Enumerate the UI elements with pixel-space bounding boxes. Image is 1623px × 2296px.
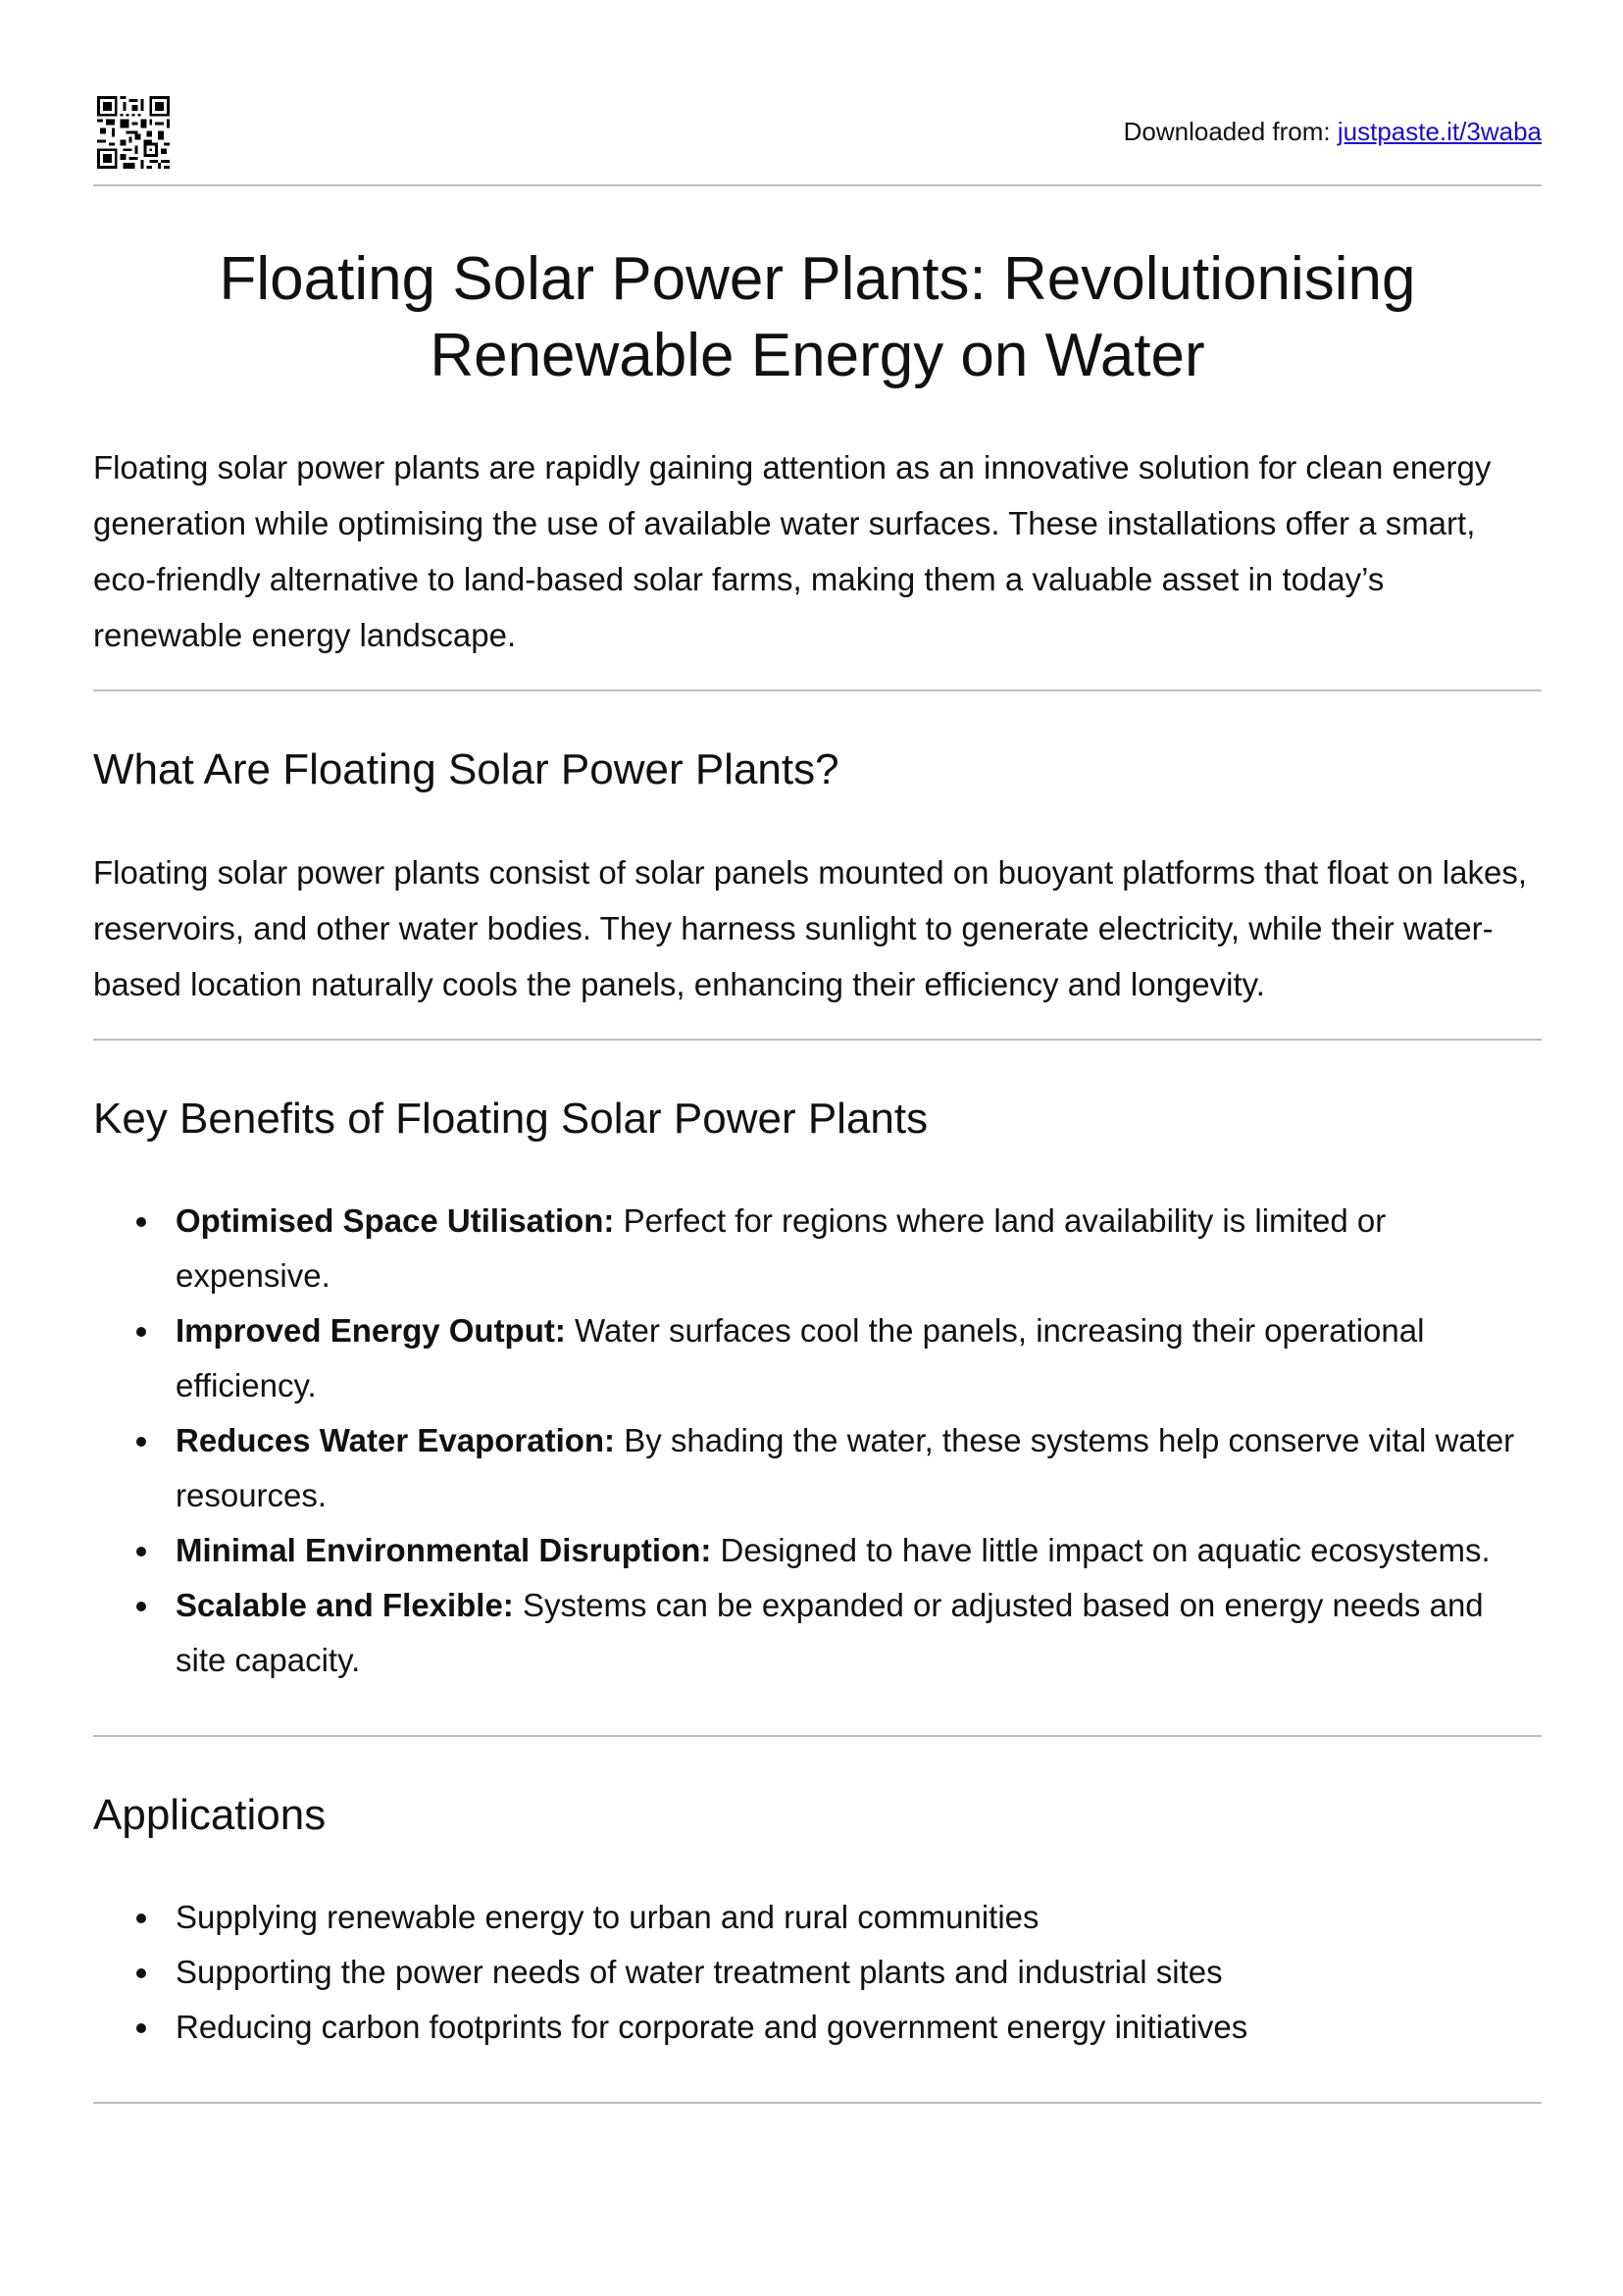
benefit-desc: Water surfaces cool the panels, increasing their operational efficiency.	[176, 1312, 1425, 1403]
section-divider	[93, 1039, 1542, 1041]
header-divider	[93, 184, 1542, 186]
bullet-icon	[136, 1602, 146, 1611]
application-text: Supplying renewable energy to urban and rural communities	[176, 1899, 1040, 1935]
download-prefix: Downloaded from:	[1123, 117, 1338, 146]
section-divider	[93, 2102, 1542, 2104]
list-item	[176, 1303, 1542, 1413]
applications-list	[93, 1890, 1542, 2055]
benefit-desc: By shading the water, these systems help conserve vital water resources.	[176, 1422, 1515, 1513]
application-text: Reducing carbon footprints for corporate and government energy initiatives	[176, 2009, 1248, 2045]
list-item	[176, 2000, 1542, 2055]
download-source	[1124, 116, 1542, 147]
list-item	[176, 1578, 1542, 1688]
page-header	[93, 0, 1542, 186]
article-title: Floating Solar Power Plants: Revolutionising Renewable Energy on Water	[219, 245, 1416, 389]
list-item	[176, 1945, 1542, 2000]
list-item	[176, 1413, 1542, 1523]
benefits-list	[93, 1194, 1542, 1688]
benefit-term: Optimised Space Utilisation:	[176, 1202, 615, 1239]
benefit-desc: Perfect for regions where land availability is limited or expensive.	[176, 1202, 1387, 1294]
bullet-icon	[136, 1547, 146, 1556]
section-divider	[93, 689, 1542, 691]
list-item	[176, 1194, 1542, 1303]
benefit-desc: Designed to have little impact on aquatic ecosystems.	[711, 1532, 1491, 1568]
document-page	[93, 0, 1542, 2104]
benefit-term: Minimal Environmental Disruption:	[176, 1532, 712, 1568]
list-item	[176, 1523, 1542, 1578]
bullet-icon	[136, 2023, 146, 2033]
benefit-term: Scalable and Flexible:	[176, 1587, 514, 1623]
what-are-paragraph: Floating solar power plants consist of solar panels mounted on buoyant platforms that float on lakes, reservoirs, and other water bodies. They harness sunlight to generate electricity, while their water-based location naturally cools the panels, enhancing their efficiency and longevity.	[93, 854, 1527, 1002]
download-link[interactable]: justpaste.it/3waba	[1337, 117, 1542, 146]
bullet-icon	[136, 1437, 146, 1447]
intro-paragraph: Floating solar power plants are rapidly gaining attention as an innovative solution for clean energy generation while optimising the use of available water surfaces. These installations offer a smart, eco-friendly alternative to land-based solar farms, making them a valuable asset in today’s renewable energy landscape.	[93, 449, 1492, 653]
benefit-term: Improved Energy Output:	[176, 1312, 566, 1349]
bullet-icon	[136, 1913, 146, 1923]
section-heading-applications: Applications	[93, 1791, 327, 1839]
section-divider	[93, 1735, 1542, 1737]
bullet-icon	[136, 1327, 146, 1337]
bullet-icon	[136, 1968, 146, 1978]
section-heading-what-are: What Are Floating Solar Power Plants?	[93, 745, 839, 793]
qr-code-icon	[97, 96, 170, 169]
list-item	[176, 1890, 1542, 1945]
benefit-desc: Systems can be expanded or adjusted based on energy needs and site capacity.	[176, 1587, 1484, 1678]
bullet-icon	[136, 1217, 146, 1227]
section-heading-key-benefits: Key Benefits of Floating Solar Power Plants	[93, 1095, 929, 1143]
application-text: Supporting the power needs of water treatment plants and industrial sites	[176, 1954, 1223, 1990]
benefit-term: Reduces Water Evaporation:	[176, 1422, 616, 1458]
